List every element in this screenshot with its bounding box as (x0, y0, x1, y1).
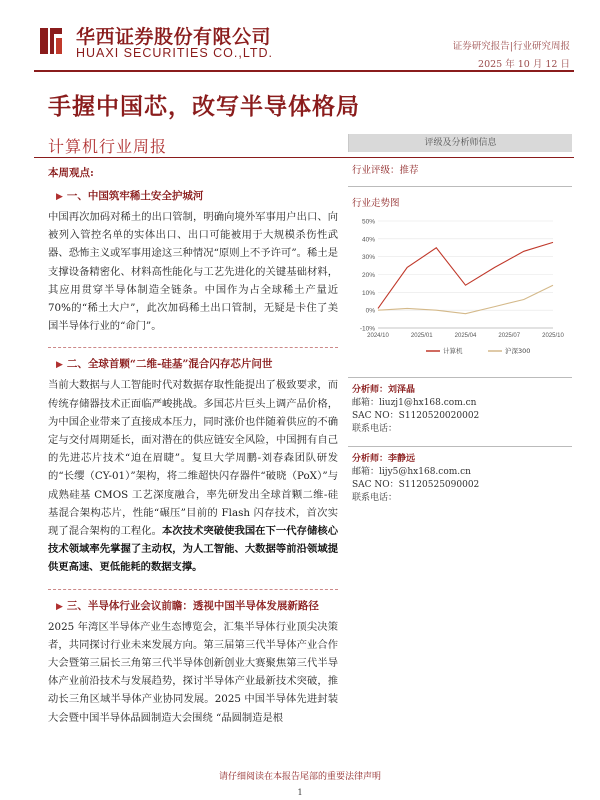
section-separator (48, 589, 338, 590)
x-tick-label: 2025/07 (498, 333, 521, 339)
section-paragraph-3: 2025 年湾区半导体产业生态博览会，汇集半导体行业顶尖决策者，共同探讨行业未来发展方向。第三届第三代半导体产业合作大会暨第三届长三角第三代半导体创新创业大赛聚焦第三代半导体产业前沿技术与发展趋势，探讨半导体产业最新技术突破，推动长三角区域半导体产业协同发展。2025 中国半导体先进封装大会暨中国半导体晶圆制造大会围绕 “晶圆制造是根 (48, 620, 338, 724)
y-tick-label: 40% (361, 236, 375, 244)
triangle-bullet-icon: ▶ (56, 601, 63, 612)
rating-box-title: 评级及分析师信息 (348, 134, 572, 152)
section-paragraph-2: 当前大数据与人工智能时代对数据存取性能提出了极致要求，而传统存储器技术正面临严峻挑战。多国芯片巨头上调产品价格，为中国企业带来了直接成本压力，同时涨价也伴随着供应的不确定与交付周期延长，面对潜在的供应链安全风险，中国拥有自己的先进芯片技术“迫在眉睫”。复旦大学周鹏-刘春森团队研发的“长缨（CY-01）”架构，将二维超快闪存器件“破晓（PoX）”与成熟硅基 CMOS 工艺深度融合，率先研发出全球首颗二维-硅基混合架构芯片，性能“碾压”目前的 Flash 闪存技术，首次实现了混合架构的工程化。本次技术突破使我国在下一代存储核心技术领域率先掌握了主动权，为人工智能、大数据等前沿领域提供更高速、更低能耗的数据支撑。 (48, 379, 338, 574)
analyst-sac: S1120525090002 (398, 480, 480, 490)
huaxi-logo-icon (34, 24, 68, 58)
analyst-email[interactable]: lijy5@hx168.com.cn (379, 467, 471, 477)
rating-value: 推荐 (399, 165, 419, 176)
x-tick-label: 2024/10 (367, 333, 389, 339)
series-line-2 (378, 285, 553, 314)
sidebar-divider (348, 186, 572, 187)
section-heading-2: ▶ 二、全球首颗“二维-硅基”混合闪存芯片问世 (56, 358, 273, 371)
legend-label: 计算机 (443, 347, 463, 355)
company-name-cn: 华西证券股份有限公司 (76, 26, 272, 48)
analyst-card: 分析师：刘泽晶 邮箱：liuzj1@hx168.com.cn SAC NO：S1120520020002 联系电话： (352, 385, 480, 434)
company-name-en: HUAXI SECURITIES CO.,LTD. (76, 46, 274, 60)
x-tick-label: 2025/01 (410, 333, 433, 339)
industry-trend-chart (348, 213, 572, 363)
chart-title: 行业走势图 (352, 198, 400, 209)
report-date: 2025 年 10 月 12 日 (478, 59, 570, 70)
analyst-card: 分析师：李静远 邮箱：lijy5@hx168.com.cn SAC NO：S1120525090002 联系电话： (352, 454, 480, 503)
legal-disclaimer: 请仔细阅读在本报告尾部的重要法律声明 (218, 772, 381, 782)
analyst-sac: S1120520020002 (398, 411, 480, 421)
y-tick-label: 50% (361, 218, 375, 226)
main-content (48, 165, 338, 727)
section-heading-3: ▶ 三、半导体行业会议前瞻：透视中国半导体发展新路径 (56, 599, 319, 612)
y-tick-label: 30% (361, 254, 375, 262)
section-paragraph-1: 中国再次加码对稀土的出口管制，明确向境外军事用户出口、向被列入管控名单的实体出口、出口可能被用于大规模杀伤性武器、恐怖主义或军事用途这三种情况“原则上不予许可”。稀土是支撑设备精密化、材料高性能化与工艺先进化的关键基础材料，其应用贯穿半导体制造全链条。中国作为占全球稀土产量近70%的“稀土大户”，此次加码稀土出口管制，无疑是卡住了美国半导体行业的“命门”。 (48, 211, 338, 333)
x-tick-label: 2025/10 (542, 333, 564, 339)
highlight-text: 本次技术突破使我国在下一代存储核心技术领域率先掌握了主动权，为人工智能、大数据等前沿领域提供更高速、更低能耗的数据支撑。 (48, 525, 338, 574)
sidebar-divider (348, 377, 572, 378)
industry-rating: 行业评级：推荐 (352, 165, 419, 176)
section-heading-1: ▶ 一、中国筑牢稀土安全护城河 (56, 190, 204, 202)
weekly-view-label: 本周观点: (48, 167, 94, 179)
sidebar (348, 134, 572, 505)
section-separator (48, 347, 338, 348)
y-tick-label: 20% (361, 272, 375, 279)
header-divider (34, 70, 574, 72)
report-header (0, 0, 600, 70)
report-subtitle: 计算机行业周报 (48, 137, 168, 156)
analyst-name: 刘泽晶 (388, 385, 416, 395)
triangle-bullet-icon: ▶ (56, 192, 63, 202)
page-number: 1 (297, 788, 303, 797)
y-tick-label: 10% (361, 289, 375, 297)
report-title: 手握中国芯，改写半导体格局 (48, 93, 360, 120)
y-tick-label: 0% (365, 307, 375, 315)
x-tick-label: 2025/04 (454, 333, 477, 339)
analyst-name: 李静远 (388, 454, 416, 464)
legend-label: 沪深300 (505, 347, 531, 355)
triangle-bullet-icon: ▶ (56, 360, 63, 371)
sidebar-divider (348, 446, 572, 447)
document-type: 证券研究报告|行业研究周报 (452, 41, 570, 52)
y-tick-label: -10% (359, 325, 375, 333)
analyst-email[interactable]: liuzj1@hx168.com.cn (379, 398, 477, 408)
